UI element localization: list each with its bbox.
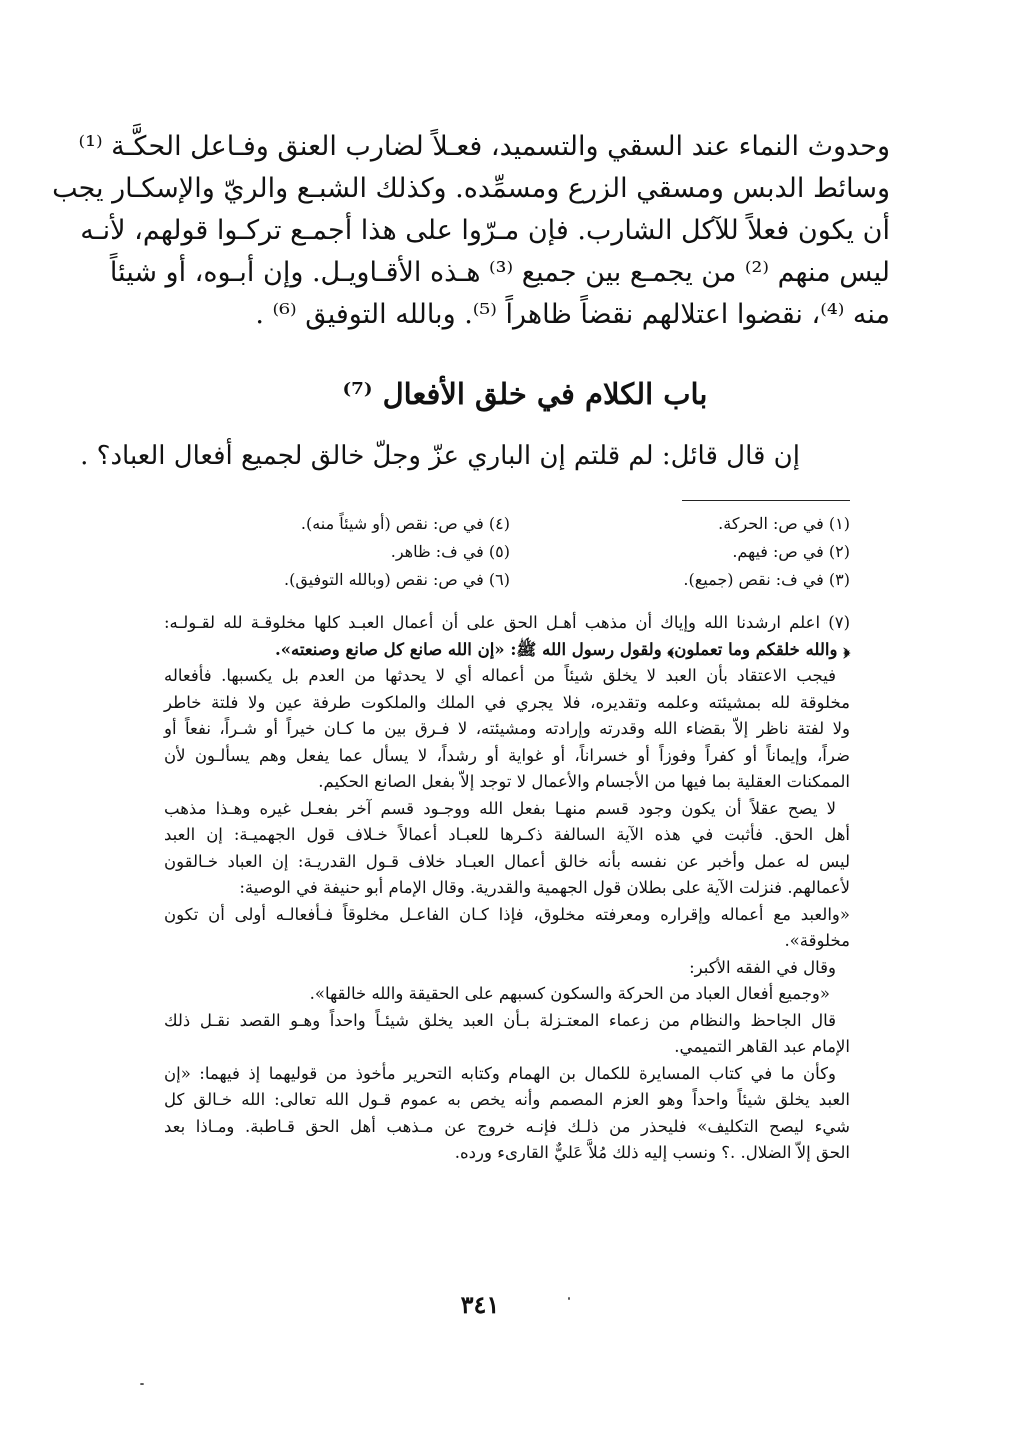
- note-line: وكأن ما في كتاب المسايرة للكمال بن الهمام وكتابه التحرير مأخوذ من قوليهما إذ فيهما: «إن: [164, 1063, 836, 1083]
- footnote-4: (٤) في ص: نقص (أو شيئاً منه).: [300, 514, 510, 533]
- footnote-row: [200, 538, 850, 566]
- note-line: فيجب الاعتقاد بأن العبد لا يخلق شيئاً من أعماله أي لا يحدثها من العدم بل يكسبها. فأفعاله: [164, 666, 836, 685]
- page-number: ٣٤١: [460, 1290, 500, 1319]
- main-text: [52, 126, 890, 336]
- footnote-5: (٥) في ف: ظاهر.: [390, 542, 510, 561]
- note-line: (٧) اعلم ارشدنا الله وإياك أن مذهب أهـل الحق على أن أعمال العبـد كلها مخلوقـة لله لقـولـه:: [164, 613, 850, 632]
- note-line: الحق إلاّ الضلال. .؟ ونسب إليه ذلك مُلاَّ عَليٌّ القارىء ورده.: [454, 1143, 850, 1162]
- footnote-2: (٢) في ص: فيهم.: [732, 542, 850, 561]
- note-line: قال الجاحظ والنظام من زعماء المعتـزلة بـأن العبد يخلق شيئـاً واحداً وهـو القصد نقـل ذلك: [164, 1010, 836, 1030]
- footnote-1: (١) في ص: الحركة.: [718, 514, 850, 533]
- note-line: لا يصح عقلاً أن يكون وجود قسم منهـا بفعل الله ووجـود قسم آخر بفعـل غيره وهـذا مذهب: [164, 798, 836, 818]
- note-line: ضراً، وإيماناً أو كفراً وفوزاً أو خسراناً، أو غواية أو رشداً، لا يسأل عما يفعل وهم يسألـون لأن: [164, 745, 850, 765]
- note-line: مخلوقة لله بمشيئته وعلمه وتقديره، فلا يجري في الملك والملكوت طرفة عين ولا فلتة خاطر: [164, 692, 850, 712]
- footnote-3: (٣) في ف: نقص (جميع).: [683, 570, 850, 589]
- footnotes-short: [200, 510, 850, 594]
- body-line: منه ⁽⁴⁾، نقضوا اعتلالهم نقضاً ظاهراً ⁽⁵⁾. وبالله التوفيق ⁽⁶⁾ .: [255, 299, 890, 330]
- note-line: الإمام عبد القاهر التميمي.: [674, 1037, 850, 1056]
- footnote-row: [200, 510, 850, 538]
- scan-speck: [140, 1383, 144, 1385]
- note-line: ليس له عمل وأخبر عن نفسه بأنه خالق أعمال العبـاد خلاف قـول القدريـة: إن العباد خـالقون: [164, 851, 850, 871]
- note-line: «والعبد مع أعماله وإقراره ومعرفته مخلوق، فإذا كـان الفاعـل مخلوقاً فـأفعالـه أولى أن تكون: [164, 904, 850, 924]
- note-line: «وجميع أفعال العباد من الحركة والسكون كسبهم على الحقيقة والله خالقها».: [309, 984, 830, 1003]
- scan-speck: [568, 1297, 570, 1300]
- footnote-7: [164, 610, 850, 1167]
- body-line: ليس منهم ⁽²⁾ من يجمـع بين جميع ⁽³⁾ هـذه الأقـاويـل. وإن أبـوه، أو شيئاً: [109, 257, 890, 288]
- note-line: العبد يخلق شيئاً واحداً وهو العزم المصمم وأنه يخص به عموم قـول الله تعالى: الله خـالق كل: [164, 1090, 850, 1109]
- body-line: وسائط الدبس ومسقي الزرع ومسمِّده. وكذلك الشبـع والريّ والإسكـار يجب: [52, 173, 890, 204]
- note-line: أهل الحق. فأثبت في هذه الآية السالفة ذكـرها للعبـاد أعمالاً خـلاف قول الجهميـة: إن العبد: [164, 825, 850, 844]
- note-line: مخلوقة».: [784, 931, 850, 950]
- footnote-6: (٦) في ص: نقص (وبالله التوفيق).: [284, 570, 510, 589]
- note-line: شيء ليصح التكليف» فليحذر من ذلـك فإنـه خروج عن مـذهب أهل الحق قـاطبة. ومـاذا بعد: [164, 1116, 850, 1136]
- note-line: ﴿ والله خلقكم وما تعملون﴾ ولقول رسول الله ﷺ: «إن الله صانع كل صانع وصنعته».: [274, 639, 850, 659]
- footnote-separator: [682, 500, 850, 501]
- body-line: أن يكون فعلاً للآكل الشارب. فإن مـرّوا على هذا أجمـع تركـوا قولهم، لأنـه: [80, 215, 890, 246]
- chapter-title: باب الكلام في خلق الأفعال ⁽⁷⁾: [342, 377, 708, 411]
- note-line: لأعمالهم. فنزلت الآية على بطلان قول الجهمية والقدرية. وقال الإمام أبو حنيفة في الوصية:: [239, 878, 850, 897]
- note-line: الممكنات العقلية بما فيها من الأجسام والأعمال لا توجد إلاّ بفعل الصانع الحكيم.: [318, 772, 850, 791]
- note-line: وقال في الفقه الأكبر:: [689, 957, 836, 977]
- chapter-question: إن قال قائل: لم قلتم إن الباري عزّ وجلّ خالق لجميع أفعال العباد؟ .: [80, 441, 800, 471]
- note-line: ولا لفتة ناظر إلاّ بقضاء الله وقدرته وإرادته ومشيئته، لا فـرق بين ما كـان خيراً أو شـراً، نفعاً أو: [164, 719, 850, 738]
- body-line: وحدوث النماء عند السقي والتسميد، فعـلاً لضارب العنق وفـاعل الحكَّـة ⁽¹⁾: [78, 131, 890, 162]
- footnote-row: [200, 566, 850, 594]
